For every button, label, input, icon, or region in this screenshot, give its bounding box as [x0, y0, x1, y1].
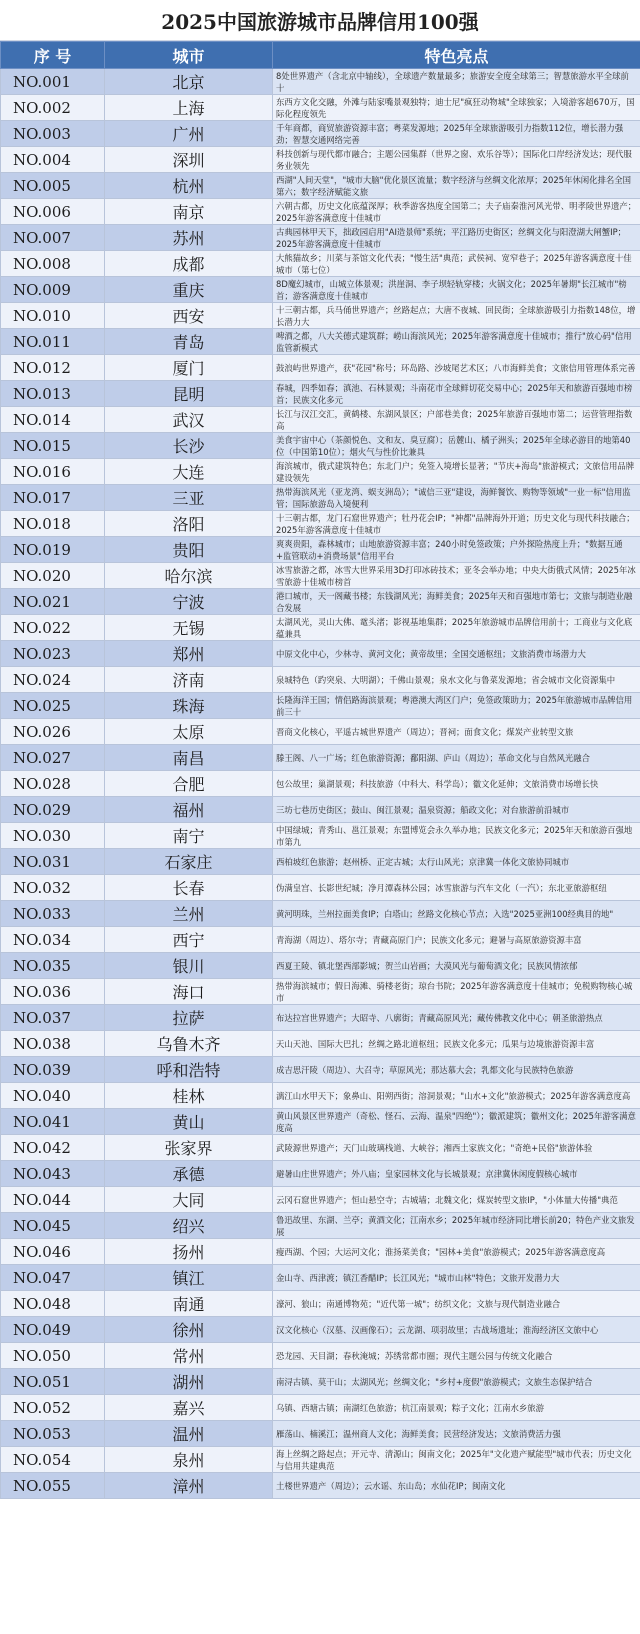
table-row: [1, 693, 640, 719]
city-cell: 常州: [105, 1343, 273, 1369]
features-text: 濠河、狼山；南通博物苑；"近代第一城"；纺织文化；文旅与现代制造业融合: [276, 1298, 561, 1309]
features-cell: [273, 407, 640, 433]
features-text: 土楼世界遗产（周边）；云水谣、东山岛；水仙花IP；闽南文化: [276, 1480, 506, 1491]
rank-cell: NO.024: [1, 667, 105, 693]
features-text: 啤酒之都，八大关德式建筑群；崂山海滨风光；2025年游客满意度十佳城市；推行"放心码"信用监管新模式: [276, 330, 632, 353]
rank-cell: NO.019: [1, 537, 105, 563]
features-cell: [273, 95, 640, 121]
rank-cell: NO.045: [1, 1213, 105, 1239]
features-cell: [273, 1291, 640, 1317]
features-text: 港口城市，天一阁藏书楼；东钱湖风光；海鲜美食；2025年天和百强地市第七；文旅与制造业融合发展: [276, 590, 633, 613]
features-text: 长隆海洋王国；情侣路海滨景观；粤港澳大湾区门户；免签政策助力；2025年旅游城市品牌信用前三十: [276, 694, 633, 717]
features-cell: [273, 251, 640, 277]
city-cell: 杭州: [105, 173, 273, 199]
features-cell: [273, 927, 640, 953]
features-text: 古典园林甲天下，拙政园启用"AI造景师"系统；平江路历史街区；丝绸文化与阳澄湖大闸蟹IP；2025年游客满意度十佳城市: [276, 226, 627, 249]
rank-cell: NO.034: [1, 927, 105, 953]
features-cell: [273, 303, 640, 329]
rank-cell: NO.014: [1, 407, 105, 433]
rank-cell: NO.005: [1, 173, 105, 199]
features-cell: [273, 589, 640, 615]
features-text: 南浔古镇、莫干山；太湖风光；丝绸文化；"乡村+度假"旅游模式；文旅生态保护结合: [276, 1376, 593, 1387]
table-row: [1, 407, 640, 433]
rank-cell: NO.002: [1, 95, 105, 121]
city-cell: 厦门: [105, 355, 273, 381]
features-cell: [273, 1369, 640, 1395]
rank-cell: NO.021: [1, 589, 105, 615]
page-title: 2025中国旅游城市品牌信用100强: [0, 0, 640, 41]
features-cell: [273, 459, 640, 485]
city-cell: 南昌: [105, 745, 273, 771]
features-cell: [273, 1161, 640, 1187]
table-body: [1, 69, 640, 1499]
header-rank: 序 号: [1, 42, 105, 69]
features-cell: [273, 719, 640, 745]
features-text: 包公故里；巢湖景观；科技旅游（中科大、科学岛）；徽文化延伸；文旅消费市场增长快: [276, 778, 599, 789]
table-row: [1, 485, 640, 511]
table-row: [1, 745, 640, 771]
rank-cell: NO.018: [1, 511, 105, 537]
rank-cell: NO.042: [1, 1135, 105, 1161]
rank-cell: NO.006: [1, 199, 105, 225]
table-row: [1, 121, 640, 147]
features-text: 科技创新与现代都市融合；主题公园集群（世界之窗、欢乐谷等）；国际化口岸经济发达；现代服务业领先: [276, 148, 632, 171]
city-cell: 深圳: [105, 147, 273, 173]
features-cell: [273, 173, 640, 199]
features-cell: [273, 745, 640, 771]
rank-cell: NO.009: [1, 277, 105, 303]
features-text: 美食宇宙中心（茶颜悦色、文和友、臭豆腐）；岳麓山、橘子洲头；2025年全球必游目的地第40位（中国第10位）；烟火气与性价比兼具: [276, 434, 631, 457]
table-row: [1, 927, 640, 953]
features-cell: [273, 433, 640, 459]
city-cell: 宁波: [105, 589, 273, 615]
features-cell: [273, 1239, 640, 1265]
features-text: 金山寺、西津渡；镇江香醋IP；长江风光；"城市山林"特色；文旅开发潜力大: [276, 1272, 560, 1283]
rank-cell: NO.025: [1, 693, 105, 719]
rank-cell: NO.033: [1, 901, 105, 927]
rank-cell: NO.029: [1, 797, 105, 823]
rank-cell: NO.030: [1, 823, 105, 849]
features-text: 千年商都，商贸旅游资源丰富；粤菜发源地；2025年全球旅游吸引力指数112位，增长潜力强劲；智慧交通网络完善: [276, 122, 624, 145]
table-row: [1, 979, 640, 1005]
rank-cell: NO.054: [1, 1447, 105, 1473]
table-row: [1, 1265, 640, 1291]
features-cell: [273, 1109, 640, 1135]
features-text: 十三朝古都，兵马俑世界遗产；丝路起点；大唐不夜城、回民街；全球旅游吸引力指数148位，增长潜力大: [276, 304, 636, 327]
rank-cell: NO.004: [1, 147, 105, 173]
table-row: [1, 1161, 640, 1187]
features-cell: [273, 121, 640, 147]
table-row: [1, 1057, 640, 1083]
features-cell: [273, 667, 640, 693]
features-text: 西湖"人间天堂"，"城市大脑"优化景区流量；数字经济与丝绸文化浓厚；2025年休闲化排名全国第六；数字经济赋能文旅: [276, 174, 631, 197]
table-row: [1, 1291, 640, 1317]
table-row: [1, 95, 640, 121]
city-cell: 石家庄: [105, 849, 273, 875]
features-cell: [273, 901, 640, 927]
features-text: 泉城特色（趵突泉、大明湖）；千佛山景观；泉水文化与鲁菜发源地；省会城市文化资源集中: [276, 674, 616, 685]
features-cell: [273, 485, 640, 511]
features-text: 爽爽贵阳，森林城市；山地旅游资源丰富；240小时免签政策；户外探险热度上升；"数据互通+监管联动+消费场景"信用平台: [276, 538, 623, 561]
table-row: [1, 251, 640, 277]
rank-cell: NO.048: [1, 1291, 105, 1317]
rank-cell: NO.031: [1, 849, 105, 875]
features-text: 中原文化中心，少林寺、黄河文化；黄帝故里；全国交通枢纽；文旅消费市场潜力大: [276, 648, 586, 659]
features-text: 黄山风景区世界遗产（奇松、怪石、云海、温泉"四绝"）；徽派建筑；徽州文化；2025年游客满意度高: [276, 1110, 636, 1133]
rank-cell: NO.038: [1, 1031, 105, 1057]
rank-cell: NO.032: [1, 875, 105, 901]
features-cell: [273, 1057, 640, 1083]
rank-cell: NO.027: [1, 745, 105, 771]
city-cell: 嘉兴: [105, 1395, 273, 1421]
features-cell: [273, 563, 640, 589]
features-text: 热带海滨城市；假日海滩、骑楼老街；琼台书院；2025年游客满意度十佳城市；免税购物核心城市: [276, 980, 633, 1003]
rank-cell: NO.015: [1, 433, 105, 459]
features-cell: [273, 1395, 640, 1421]
features-text: 青海湖（周边）、塔尔寺；青藏高原门户；民族文化多元；避暑与高原旅游资源丰富: [276, 934, 582, 945]
rank-cell: NO.001: [1, 69, 105, 95]
table-row: [1, 433, 640, 459]
table-row: [1, 277, 640, 303]
rank-cell: NO.017: [1, 485, 105, 511]
table-row: [1, 1343, 640, 1369]
table-row: [1, 849, 640, 875]
rank-cell: NO.043: [1, 1161, 105, 1187]
table-row: [1, 199, 640, 225]
features-text: 8D魔幻城市，山城立体景观；洪崖洞、李子坝轻轨穿楼；火锅文化；2025年暑期"长江城市"榜首；游客满意度十佳城市: [276, 278, 627, 301]
features-cell: [273, 1473, 640, 1499]
features-text: 避暑山庄世界遗产；外八庙；皇家园林文化与长城景观；京津冀休闲度假核心城市: [276, 1168, 578, 1179]
city-cell: 合肥: [105, 771, 273, 797]
city-cell: 苏州: [105, 225, 273, 251]
city-cell: 南通: [105, 1291, 273, 1317]
features-text: 海滨城市，俄式建筑特色；东北门户；免签入境增长显著；"节庆+海岛"旅游模式；文旅信用品牌建设领先: [276, 460, 635, 483]
table-row: [1, 1239, 640, 1265]
city-cell: 西宁: [105, 927, 273, 953]
features-cell: [273, 69, 640, 95]
rank-cell: NO.011: [1, 329, 105, 355]
rank-cell: NO.016: [1, 459, 105, 485]
city-cell: 昆明: [105, 381, 273, 407]
city-cell: 扬州: [105, 1239, 273, 1265]
table-row: [1, 225, 640, 251]
table-row: [1, 615, 640, 641]
city-cell: 绍兴: [105, 1213, 273, 1239]
rank-cell: NO.049: [1, 1317, 105, 1343]
features-text: 鲁迅故里、东湖、兰亭；黄酒文化；江南水乡；2025年城市经济同比增长前20；特色产业文旅发展: [276, 1214, 635, 1237]
city-cell: 承德: [105, 1161, 273, 1187]
city-cell: 上海: [105, 95, 273, 121]
table-row: [1, 537, 640, 563]
table-row: [1, 771, 640, 797]
rank-cell: NO.051: [1, 1369, 105, 1395]
features-text: 漓江山水甲天下；象鼻山、阳朔西街；溶洞景观；"山水+文化"旅游模式；2025年游客满意度高: [276, 1090, 631, 1101]
city-cell: 黄山: [105, 1109, 273, 1135]
city-cell: 大同: [105, 1187, 273, 1213]
features-cell: [273, 1447, 640, 1473]
features-cell: [273, 329, 640, 355]
rank-cell: NO.012: [1, 355, 105, 381]
table-row: [1, 875, 640, 901]
features-text: 十三朝古都，龙门石窟世界遗产；牡丹花会IP；"神都"品牌海外开道；历史文化与现代科技融合；2025年游客满意度十佳城市: [276, 512, 635, 535]
rank-cell: NO.010: [1, 303, 105, 329]
table-row: [1, 69, 640, 95]
features-cell: [273, 641, 640, 667]
features-cell: [273, 1135, 640, 1161]
features-cell: [273, 693, 640, 719]
features-cell: [273, 537, 640, 563]
rank-cell: NO.044: [1, 1187, 105, 1213]
ranking-table: [0, 41, 640, 1499]
table-row: [1, 563, 640, 589]
rank-cell: NO.028: [1, 771, 105, 797]
city-cell: 西安: [105, 303, 273, 329]
rank-cell: NO.003: [1, 121, 105, 147]
features-text: 伪满皇宫、长影世纪城；净月潭森林公园；冰雪旅游与汽车文化（一汽）；东北亚旅游枢纽: [276, 882, 607, 893]
table-header-row: [1, 42, 640, 69]
rank-cell: NO.026: [1, 719, 105, 745]
rank-cell: NO.022: [1, 615, 105, 641]
city-cell: 桂林: [105, 1083, 273, 1109]
features-cell: [273, 953, 640, 979]
city-cell: 三亚: [105, 485, 273, 511]
features-cell: [273, 1213, 640, 1239]
rank-cell: NO.055: [1, 1473, 105, 1499]
table-row: [1, 355, 640, 381]
features-text: 布达拉宫世界遗产；大昭寺、八廓街；青藏高原风光；藏传佛教文化中心；朝圣旅游热点: [276, 1012, 603, 1023]
features-cell: [273, 797, 640, 823]
features-text: 冰雪旅游之都，冰雪大世界采用3D打印冰砖技术；亚冬会举办地；中央大街俄式风情；2025年冰雪旅游十佳城市榜首: [276, 564, 636, 587]
city-cell: 太原: [105, 719, 273, 745]
city-cell: 青岛: [105, 329, 273, 355]
table-row: [1, 1005, 640, 1031]
rank-cell: NO.020: [1, 563, 105, 589]
table-row: [1, 459, 640, 485]
features-text: 雁荡山、楠溪江；温州商人文化；海鲜美食；民营经济发达；文旅消费活力强: [276, 1428, 561, 1439]
features-cell: [273, 1005, 640, 1031]
rank-cell: NO.053: [1, 1421, 105, 1447]
city-cell: 福州: [105, 797, 273, 823]
header-city: 城市: [105, 42, 273, 69]
features-text: 西柏坡红色旅游；赵州桥、正定古城；太行山风光；京津冀一体化文旅协同城市: [276, 856, 570, 867]
city-cell: 漳州: [105, 1473, 273, 1499]
features-text: 瘦西湖、个园；大运河文化；淮扬菜美食；"园林+美食"旅游模式；2025年游客满意度高: [276, 1246, 606, 1257]
features-text: 云冈石窟世界遗产；恒山悬空寺；古城墙；北魏文化；煤炭转型文旅IP，"小体量大传播"典范: [276, 1194, 618, 1205]
features-text: 乌镇、西塘古镇；南湖红色旅游；杭江南景观；粽子文化；江南水乡旅游: [276, 1402, 544, 1413]
table-row: [1, 329, 640, 355]
features-cell: [273, 979, 640, 1005]
features-text: 黄河明珠，兰州拉面美食IP；白塔山；丝路文化核心节点；入选"2025亚洲100经典目的地": [276, 908, 614, 919]
table-row: [1, 641, 640, 667]
rank-cell: NO.008: [1, 251, 105, 277]
table-row: [1, 1109, 640, 1135]
features-text: 汉文化核心（汉墓、汉画像石）；云龙湖、项羽故里；古战场遗址；淮海经济区文旅中心: [276, 1324, 599, 1335]
city-cell: 海口: [105, 979, 273, 1005]
city-cell: 洛阳: [105, 511, 273, 537]
features-cell: [273, 355, 640, 381]
features-text: 热带海滨风光（亚龙湾、蜈支洲岛）；"诚信三亚"建设，海鲜餐饮、购物等领域"一业一标"信用监管；国际旅游岛入境便利: [276, 486, 631, 509]
features-cell: [273, 381, 640, 407]
features-cell: [273, 615, 640, 641]
city-cell: 南京: [105, 199, 273, 225]
rank-cell: NO.013: [1, 381, 105, 407]
city-cell: 贵阳: [105, 537, 273, 563]
features-cell: [273, 147, 640, 173]
table-row: [1, 147, 640, 173]
city-cell: 郑州: [105, 641, 273, 667]
city-cell: 济南: [105, 667, 273, 693]
table-row: [1, 511, 640, 537]
city-cell: 徐州: [105, 1317, 273, 1343]
city-cell: 镇江: [105, 1265, 273, 1291]
table-row: [1, 901, 640, 927]
features-text: 太湖风光，灵山大佛、鼋头渚；影视基地集群；2025年旅游城市品牌信用前十；工商业与文化底蕴兼具: [276, 616, 633, 639]
table-row: [1, 1473, 640, 1499]
features-text: 成吉思汗陵（周边）、大召寺；草原风光；那达慕大会；乳都文化与民族特色旅游: [276, 1064, 574, 1075]
features-cell: [273, 823, 640, 849]
table-row: [1, 797, 640, 823]
city-cell: 重庆: [105, 277, 273, 303]
city-cell: 拉萨: [105, 1005, 273, 1031]
features-cell: [273, 277, 640, 303]
features-text: 东西方文化交融，外滩与陆家嘴景观独特；迪士尼"疯狂动物城"全球独家；入境游客超670万，国际化程度领先: [276, 96, 635, 119]
table-row: [1, 1395, 640, 1421]
city-cell: 大连: [105, 459, 273, 485]
table-row: [1, 1031, 640, 1057]
rank-cell: NO.035: [1, 953, 105, 979]
features-text: 晋商文化核心，平遥古城世界遗产（周边）；晋祠；面食文化；煤炭产业转型文旅: [276, 726, 574, 737]
city-cell: 长春: [105, 875, 273, 901]
features-cell: [273, 1317, 640, 1343]
city-cell: 无锡: [105, 615, 273, 641]
city-cell: 哈尔滨: [105, 563, 273, 589]
features-text: 长江与汉江交汇，黄鹤楼、东湖风景区；户部巷美食；2025年旅游百强地市第二；运营管理指数高: [276, 408, 633, 431]
features-cell: [273, 875, 640, 901]
table-row: [1, 1421, 640, 1447]
table-row: [1, 719, 640, 745]
table-row: [1, 589, 640, 615]
table-row: [1, 1447, 640, 1473]
city-cell: 成都: [105, 251, 273, 277]
features-cell: [273, 1421, 640, 1447]
table-row: [1, 1135, 640, 1161]
features-cell: [273, 1083, 640, 1109]
city-cell: 温州: [105, 1421, 273, 1447]
city-cell: 珠海: [105, 693, 273, 719]
features-text: 鼓浪屿世界遗产，获"花园"称号；环岛路、沙坡尾艺术区；八市海鲜美食；文旅信用管理体系完善: [276, 362, 636, 373]
rank-cell: NO.007: [1, 225, 105, 251]
table-row: [1, 303, 640, 329]
features-text: 8处世界遗产（含北京中轴线），全球遗产数量最多；旅游安全度全球第三；智慧旅游水平全球前十: [276, 70, 629, 93]
city-cell: 银川: [105, 953, 273, 979]
table-row: [1, 173, 640, 199]
city-cell: 兰州: [105, 901, 273, 927]
rank-cell: NO.047: [1, 1265, 105, 1291]
table-row: [1, 1083, 640, 1109]
rank-cell: NO.036: [1, 979, 105, 1005]
rank-cell: NO.052: [1, 1395, 105, 1421]
table-row: [1, 1187, 640, 1213]
table-row: [1, 667, 640, 693]
features-text: 海上丝绸之路起点；开元寺、清源山；闽南文化；2025年"文化遗产赋能型"城市代表；历史文化与信用共建典范: [276, 1448, 632, 1471]
features-cell: [273, 1187, 640, 1213]
city-cell: 武汉: [105, 407, 273, 433]
city-cell: 广州: [105, 121, 273, 147]
rank-cell: NO.037: [1, 1005, 105, 1031]
city-cell: 泉州: [105, 1447, 273, 1473]
rank-cell: NO.039: [1, 1057, 105, 1083]
features-text: 滕王阁、八一广场；红色旅游资源；鄱阳湖、庐山（周边）；革命文化与自然风光融合: [276, 752, 591, 763]
features-text: 六朝古都，历史文化底蕴深厚；秋季游客热度全国第二；夫子庙秦淮河风光带、明孝陵世界遗产；2025年游客满意度十佳城市: [276, 200, 637, 223]
city-cell: 乌鲁木齐: [105, 1031, 273, 1057]
features-text: 天山天池、国际大巴扎；丝绸之路北道枢纽；民族文化多元；瓜果与边境旅游资源丰富: [276, 1038, 595, 1049]
features-cell: [273, 1031, 640, 1057]
features-text: 西夏王陵、镇北堡西部影城；贺兰山岩画；大漠风光与葡萄酒文化；民族风情浓郁: [276, 960, 578, 971]
rank-cell: NO.040: [1, 1083, 105, 1109]
city-cell: 长沙: [105, 433, 273, 459]
features-text: 武陵源世界遗产；天门山玻璃栈道、大峡谷；湘西土家族文化；"奇绝+民俗"旅游体验: [276, 1142, 593, 1153]
features-text: 大熊猫故乡；川菜与茶馆文化代表；"慢生活"典范；武侯祠、宽窄巷子；2025年游客满意度十佳城市（第七位）: [276, 252, 632, 275]
city-cell: 北京: [105, 69, 273, 95]
table-row: [1, 1369, 640, 1395]
city-cell: 呼和浩特: [105, 1057, 273, 1083]
features-text: 春城，四季如春；滇池、石林景观；斗南花市全球鲜切花交易中心；2025年天和旅游百强地市榜首；民族文化多元: [276, 382, 633, 405]
features-text: 恐龙园、天目湖；春秋淹城；苏绣常都市圈；现代主题公园与传统文化融合: [276, 1350, 553, 1361]
table-row: [1, 953, 640, 979]
features-text: 中国绿城；青秀山、邕江景观；东盟博览会永久举办地；民族文化多元；2025年天和旅游百强地市第九: [276, 824, 633, 847]
features-cell: [273, 1343, 640, 1369]
features-cell: [273, 771, 640, 797]
header-features: 特色亮点: [273, 42, 640, 69]
city-cell: 张家界: [105, 1135, 273, 1161]
table-row: [1, 381, 640, 407]
features-cell: [273, 1265, 640, 1291]
city-cell: 湖州: [105, 1369, 273, 1395]
city-cell: 南宁: [105, 823, 273, 849]
features-cell: [273, 199, 640, 225]
rank-cell: NO.050: [1, 1343, 105, 1369]
rank-cell: NO.041: [1, 1109, 105, 1135]
features-cell: [273, 511, 640, 537]
table-row: [1, 1213, 640, 1239]
features-cell: [273, 849, 640, 875]
features-text: 三坊七巷历史街区；鼓山、闽江景观；温泉资源；船政文化；对台旅游前沿城市: [276, 804, 570, 815]
rank-cell: NO.023: [1, 641, 105, 667]
table-row: [1, 1317, 640, 1343]
rank-cell: NO.046: [1, 1239, 105, 1265]
features-cell: [273, 225, 640, 251]
table-row: [1, 823, 640, 849]
